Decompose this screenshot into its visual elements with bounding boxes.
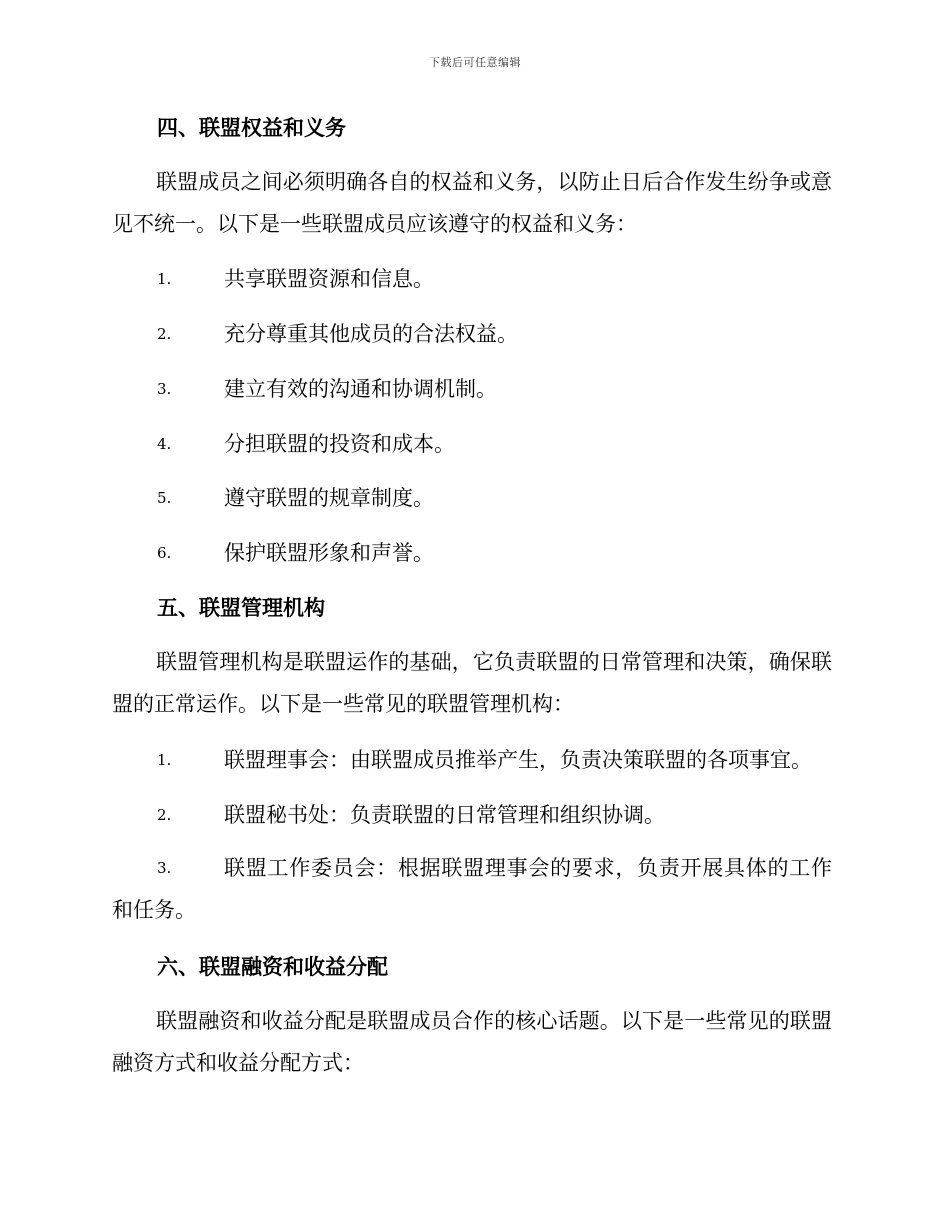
list-item-number: 5. bbox=[157, 489, 172, 507]
list-item-text: 建立有效的沟通和协调机制。 bbox=[224, 377, 497, 401]
list-item-number: 2. bbox=[157, 806, 172, 824]
list-item-text: 联盟理事会：由联盟成员推举产生，负责决策联盟的各项事宜。 bbox=[224, 748, 812, 772]
section-heading: 六、联盟融资和收益分配 bbox=[157, 954, 388, 979]
section-paragraph: 联盟管理机构是联盟运作的基础，它负责联盟的日常管理和决策，确保联盟的正常运作。以下是一些常见的联盟管理机构： bbox=[112, 650, 832, 716]
list-item-text: 保护联盟形象和声誉。 bbox=[224, 541, 434, 565]
list-item-number: 2. bbox=[157, 325, 172, 343]
list-item bbox=[112, 847, 832, 931]
list-item-number: 6. bbox=[157, 544, 172, 562]
section-paragraph: 联盟融资和收益分配是联盟成员合作的核心话题。以下是一些常见的联盟融资方式和收益分配方式： bbox=[112, 1009, 832, 1075]
list-item-text: 分担联盟的投资和成本。 bbox=[224, 432, 455, 456]
list-item-text: 共享联盟资源和信息。 bbox=[224, 267, 434, 291]
section-heading: 四、联盟权益和义务 bbox=[157, 115, 346, 140]
list-item-text: 联盟秘书处：负责联盟的日常管理和组织协调。 bbox=[224, 803, 665, 827]
page-header-note: 下载后可任意编辑 bbox=[429, 56, 521, 69]
list-item-text: 充分尊重其他成员的合法权益。 bbox=[224, 322, 518, 346]
list-item-number: 1. bbox=[157, 270, 172, 288]
list-item-text: 遵守联盟的规章制度。 bbox=[224, 486, 434, 510]
list-item-number: 3. bbox=[157, 859, 172, 877]
list-item-number: 3. bbox=[157, 380, 172, 398]
list-item-number: 1. bbox=[157, 751, 172, 769]
section-paragraph: 联盟成员之间必须明确各自的权益和义务，以防止日后合作发生纷争或意见不统一。以下是一些联盟成员应该遵守的权益和义务： bbox=[112, 170, 832, 236]
list-item-text: 联盟工作委员会：根据联盟理事会的要求，负责开展具体的工作和任务。 bbox=[112, 856, 832, 922]
section-heading: 五、联盟管理机构 bbox=[157, 595, 325, 620]
list-item-number: 4. bbox=[157, 435, 172, 453]
